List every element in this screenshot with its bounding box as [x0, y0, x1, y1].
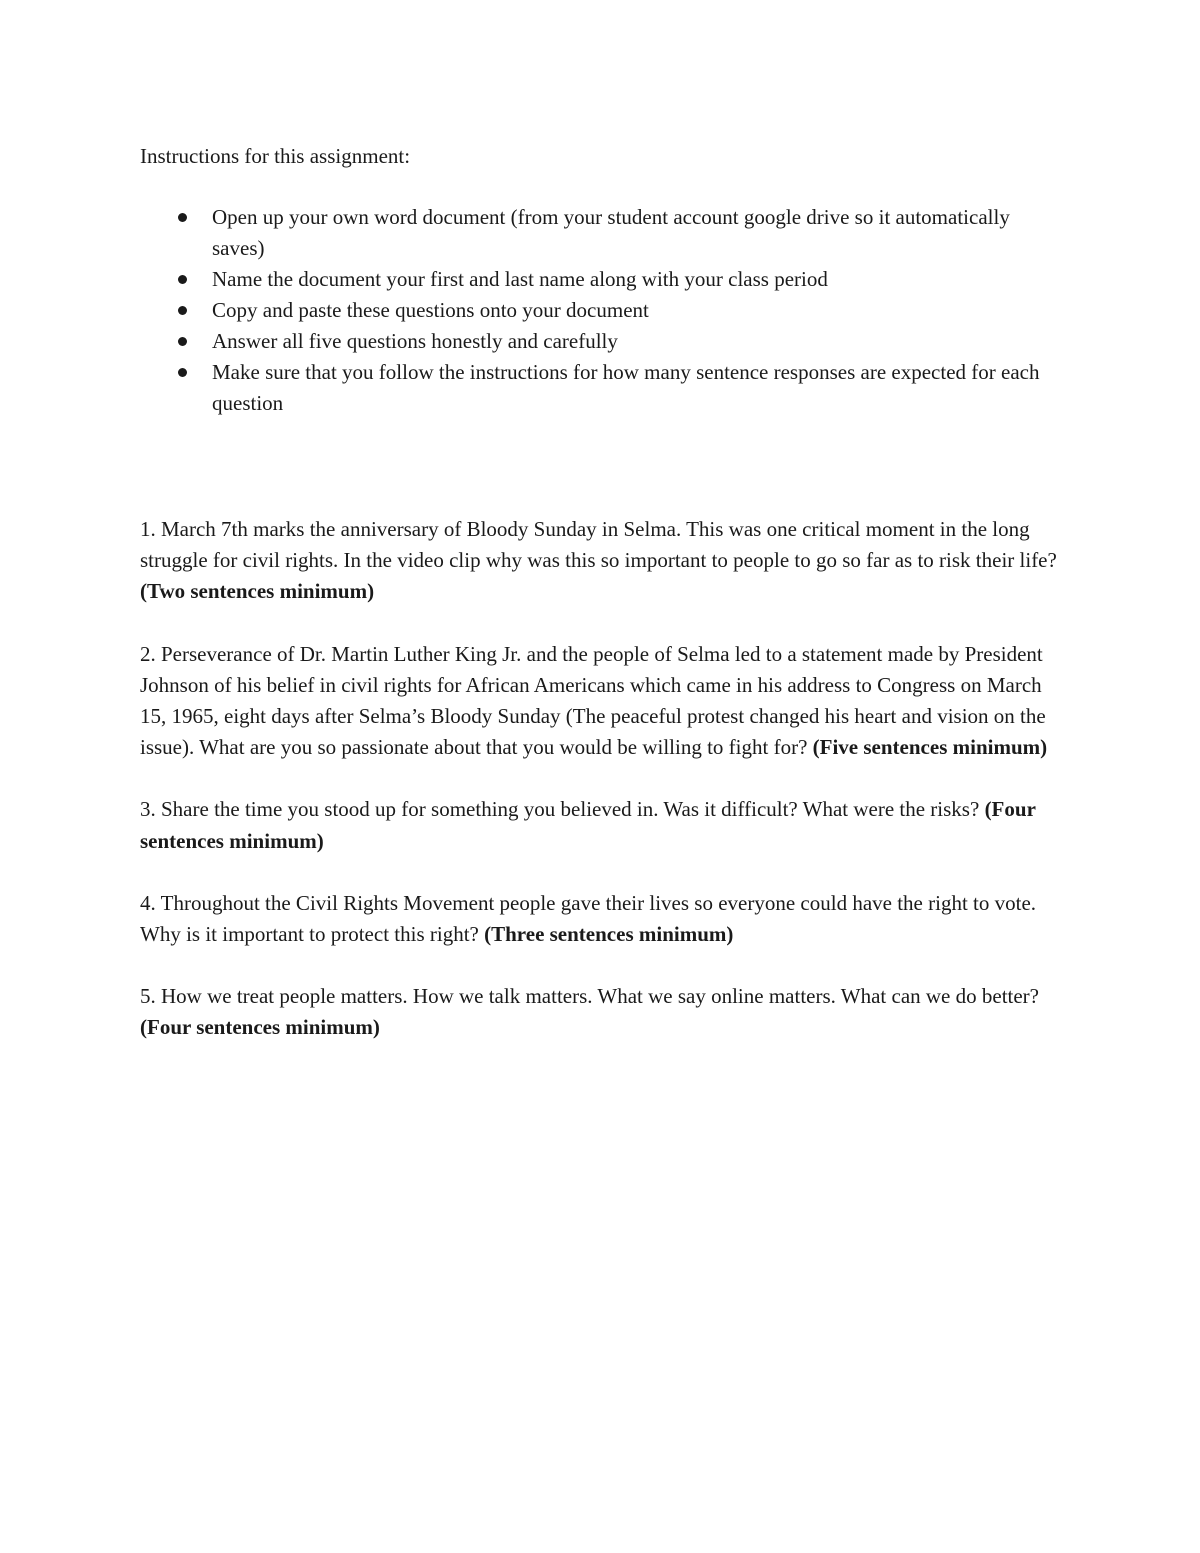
instruction-text: Answer all five questions honestly and carefully [212, 329, 618, 353]
question-text: 1. March 7th marks the anniversary of Bloody Sunday in Selma. This was one critical moment in the long struggle for civil rights. In the video clip why was this so important to people to go so far as to risk their life? [140, 517, 1057, 573]
bullet-icon [178, 306, 187, 315]
instructions-list [140, 202, 1065, 419]
question-requirement: (Three sentences minimum) [484, 922, 734, 947]
document-body [140, 141, 1065, 1075]
question-3 [140, 794, 1065, 856]
questions-list [140, 514, 1065, 1044]
instructions-heading: Instructions for this assignment: [140, 144, 411, 168]
instruction-item [140, 357, 1065, 419]
instruction-text: Copy and paste these questions onto your document [212, 298, 649, 322]
question-requirement: (Four sentences minimum) [140, 797, 1036, 853]
question-5 [140, 981, 1065, 1043]
instruction-item [140, 202, 1065, 264]
question-text: 3. Share the time you stood up for something you believed in. Was it difficult? What were the risks? [140, 797, 980, 822]
instruction-item [140, 295, 1065, 326]
question-2 [140, 639, 1065, 764]
instruction-text: Make sure that you follow the instructions for how many sentence responses are expected for each question [212, 360, 1040, 415]
bullet-icon [178, 275, 187, 284]
instruction-item [140, 326, 1065, 357]
bullet-icon [178, 337, 187, 346]
question-1 [140, 514, 1065, 608]
instruction-text: Name the document your first and last name along with your class period [212, 267, 828, 291]
question-requirement: (Five sentences minimum) [812, 735, 1048, 760]
question-text: 4. Throughout the Civil Rights Movement people gave their lives so everyone could have the right to vote. Why is it important to protect this right? [140, 890, 1037, 947]
question-requirement: (Two sentences minimum) [140, 579, 375, 604]
bullet-icon [178, 368, 187, 377]
question-text: 2. Perseverance of Dr. Martin Luther King Jr. and the people of Selma led to a statement made by President Johnson of his belief in civil rights for African Americans which came in his address to Congress on March 15, 1965, eight days after Selma’s Bloody Sunday (The peaceful protest changed his heart and vision on the issue). What are you so passionate about that you would be willing to fight for? [140, 641, 1046, 760]
instruction-item [140, 264, 1065, 295]
instruction-text: Open up your own word document (from your student account google drive so it automatically saves) [212, 205, 1010, 260]
bullet-icon [178, 213, 187, 222]
question-text: 5. How we treat people matters. How we talk matters. What we say online matters. What can we do better? [140, 984, 1040, 1009]
question-4 [140, 888, 1065, 950]
question-requirement: (Four sentences minimum) [140, 1015, 380, 1040]
